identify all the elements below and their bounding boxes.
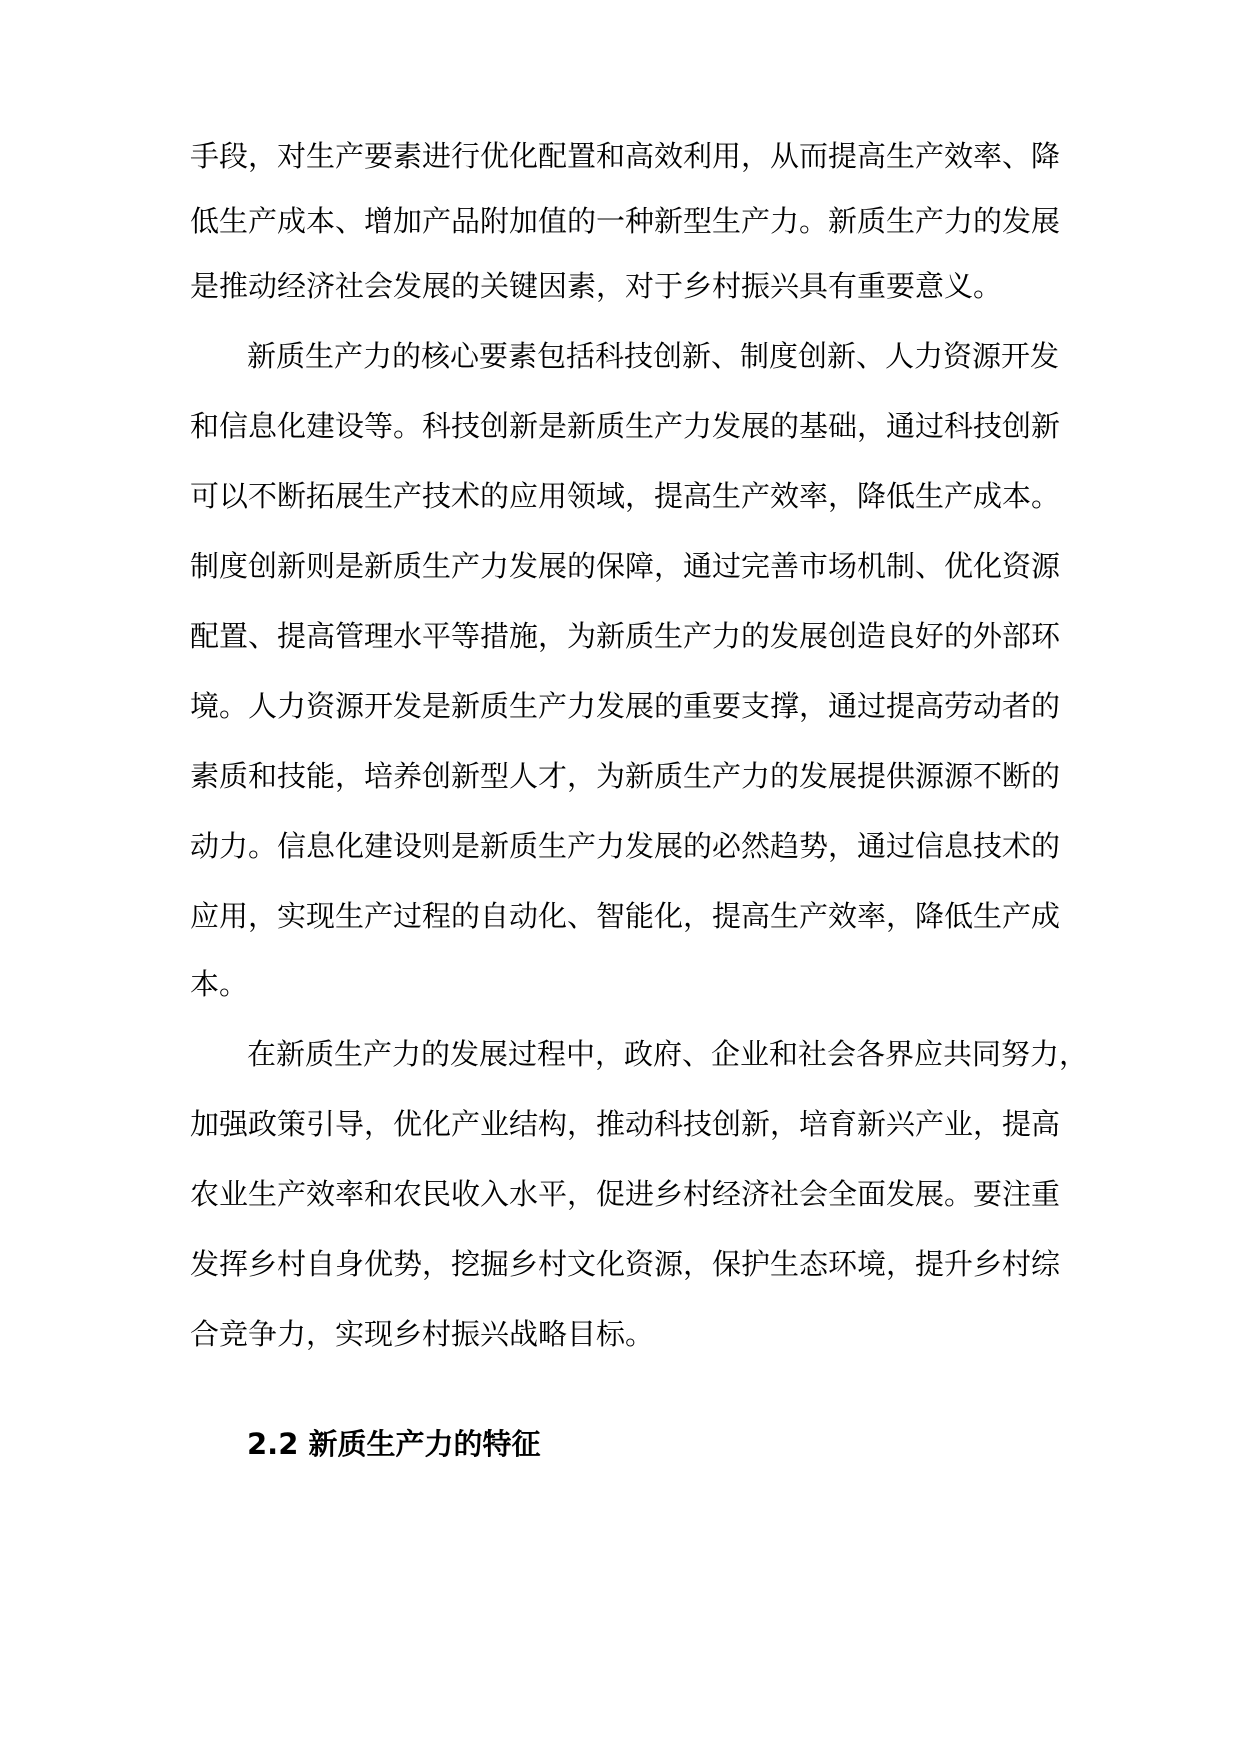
paragraph-2-line-5: 配置、提高管理水平等措施，为新质生产力的发展创造良好的外部环 bbox=[190, 619, 1061, 653]
paragraph-2-line-6: 境。人力资源开发是新质生产力发展的重要支撑，通过提高劳动者的 bbox=[190, 689, 1061, 723]
paragraph-2-line-3: 可以不断拓展生产技术的应用领域，提高生产效率，降低生产成本。 bbox=[190, 479, 1061, 513]
paragraph-1-line-1: 手段，对生产要素进行优化配置和高效利用，从而提高生产效率、降 bbox=[190, 139, 1061, 173]
paragraph-3-line-1: 在新质生产力的发展过程中，政府、企业和社会各界应共同努力， bbox=[247, 1037, 1089, 1071]
section-heading: 2.2 新质生产力的特征 bbox=[247, 1427, 541, 1461]
paragraph-3-line-4: 发挥乡村自身优势，挖掘乡村文化资源，保护生态环境，提升乡村综 bbox=[190, 1247, 1061, 1281]
paragraph-3-line-2: 加强政策引导，优化产业结构，推动科技创新，培育新兴产业，提高 bbox=[190, 1107, 1061, 1141]
paragraph-2-line-2: 和信息化建设等。科技创新是新质生产力发展的基础，通过科技创新 bbox=[190, 409, 1061, 443]
paragraph-1-line-2: 低生产成本、增加产品附加值的一种新型生产力。新质生产力的发展 bbox=[190, 204, 1061, 238]
paragraph-2-line-7: 素质和技能，培养创新型人才，为新质生产力的发展提供源源不断的 bbox=[190, 759, 1061, 793]
paragraph-2-line-10: 本。 bbox=[190, 967, 249, 1001]
paragraph-2-line-4: 制度创新则是新质生产力发展的保障，通过完善市场机制、优化资源 bbox=[190, 549, 1061, 583]
paragraph-2-line-1: 新质生产力的核心要素包括科技创新、制度创新、人力资源开发 bbox=[247, 339, 1060, 373]
paragraph-2-line-8: 动力。信息化建设则是新质生产力发展的必然趋势，通过信息技术的 bbox=[190, 829, 1061, 863]
paragraph-3-line-5: 合竞争力，实现乡村振兴战略目标。 bbox=[190, 1317, 655, 1351]
paragraph-2-line-9: 应用，实现生产过程的自动化、智能化，提高生产效率，降低生产成 bbox=[190, 899, 1061, 933]
paragraph-1-line-3: 是推动经济社会发展的关键因素，对于乡村振兴具有重要意义。 bbox=[190, 269, 1003, 303]
paragraph-3-line-3: 农业生产效率和农民收入水平，促进乡村经济社会全面发展。要注重 bbox=[190, 1177, 1061, 1211]
